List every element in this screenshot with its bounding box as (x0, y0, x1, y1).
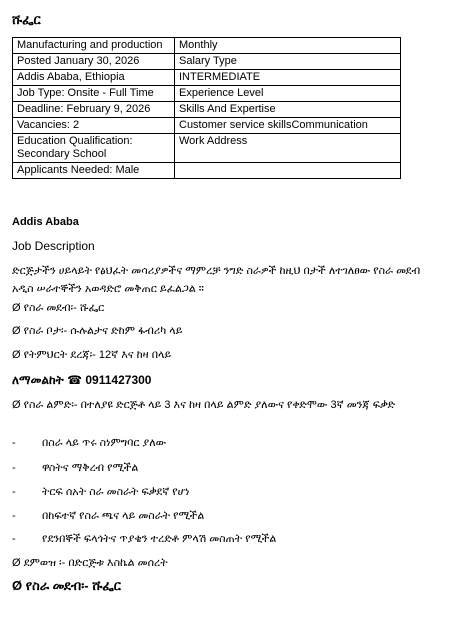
list-item: - ትርፍ ሰአት ስራ መስራት ፍቃደኛ የሆነ (12, 486, 190, 498)
table-cell: Work Address (175, 134, 401, 163)
table-cell: Posted January 30, 2026 (13, 54, 175, 70)
detail-education: Ø የትምህርት ደረጃ፡- 12ኛ እና ከዛ በላይ (12, 349, 172, 361)
job-meta-table (12, 37, 401, 179)
table-cell: Salary Type (175, 54, 401, 70)
footer-position-title: Ø የስራ መደብ፡- ሹፌር (12, 578, 121, 593)
table-cell: Job Type: Onsite - Full Time (13, 86, 175, 102)
experience-paragraph: Ø የስራ ልምድ፡- በተለያዩ ድርጅቶ ላይ 3 እና ከዛ በላይ ልምድ ያለውና የቀድሞው 3ኛ መንጃ ፍቃድ (12, 399, 396, 411)
table-row (13, 38, 401, 54)
location-heading: Addis Ababa (12, 216, 79, 228)
table-cell (175, 163, 401, 179)
table-cell: Deadline: February 9, 2026 (13, 102, 175, 118)
page-title: ሹፌር (12, 12, 41, 27)
table-cell: Education Qualification: Secondary School (13, 134, 175, 163)
list-item: - ዋስትና ማቅረብ የሚችል (12, 462, 139, 474)
table-cell: Manufacturing and production (13, 38, 175, 54)
list-item: - የደንበኞች ፍላጎትና ጥያቄን ተረድቶ ምላሽ መስጠት የሚችል (12, 533, 277, 545)
table-cell: INTERMEDIATE (175, 70, 401, 86)
table-row (13, 134, 401, 163)
job-description-label: Job Description (12, 239, 95, 253)
table-cell: Applicants Needed: Male (13, 163, 175, 179)
list-item: - በከፍተኛ የስራ ጫና ላይ መስራት የሚችል (12, 510, 205, 522)
contact-phone: ለማመልከት ☎ 0911427300 (12, 373, 152, 387)
table-row (13, 86, 401, 102)
detail-position: Ø የስራ መደብ፡- ሹፌር (12, 302, 105, 314)
table-cell: Experience Level (175, 86, 401, 102)
table-cell: Skills And Expertise (175, 102, 401, 118)
salary-line: Ø ደምወዝ ፡- በድርጅቱ እስኬል መሰረት (12, 557, 168, 569)
table-row (13, 102, 401, 118)
table-cell: Monthly (175, 38, 401, 54)
intro-paragraph: ድርጅታችን ሀይላይት የፅህፈት መሳሪያዎችና ማምረቻ ንግድ ስራዎች ከዚህ በታች ለተገለፀው የስራ መደብ አዲስ ሠራተኞችን አወዳድሮ መቅጠር ይፈልጋል ። (12, 265, 421, 295)
table-cell: Customer service skillsCommunication (175, 118, 401, 134)
table-row (13, 163, 401, 179)
table-cell: Vacancies: 2 (13, 118, 175, 134)
table-cell: Addis Ababa, Ethiopia (13, 70, 175, 86)
detail-workplace: Ø የስራ ቦታ፡- ሱሉልታና ድከም ፋብሪካ ላይ (12, 325, 183, 337)
list-item: - በስራ ላይ ጥሩ ስነምግባር ያለው (12, 437, 167, 449)
table-row (13, 54, 401, 70)
table-row (13, 70, 401, 86)
table-row (13, 118, 401, 134)
